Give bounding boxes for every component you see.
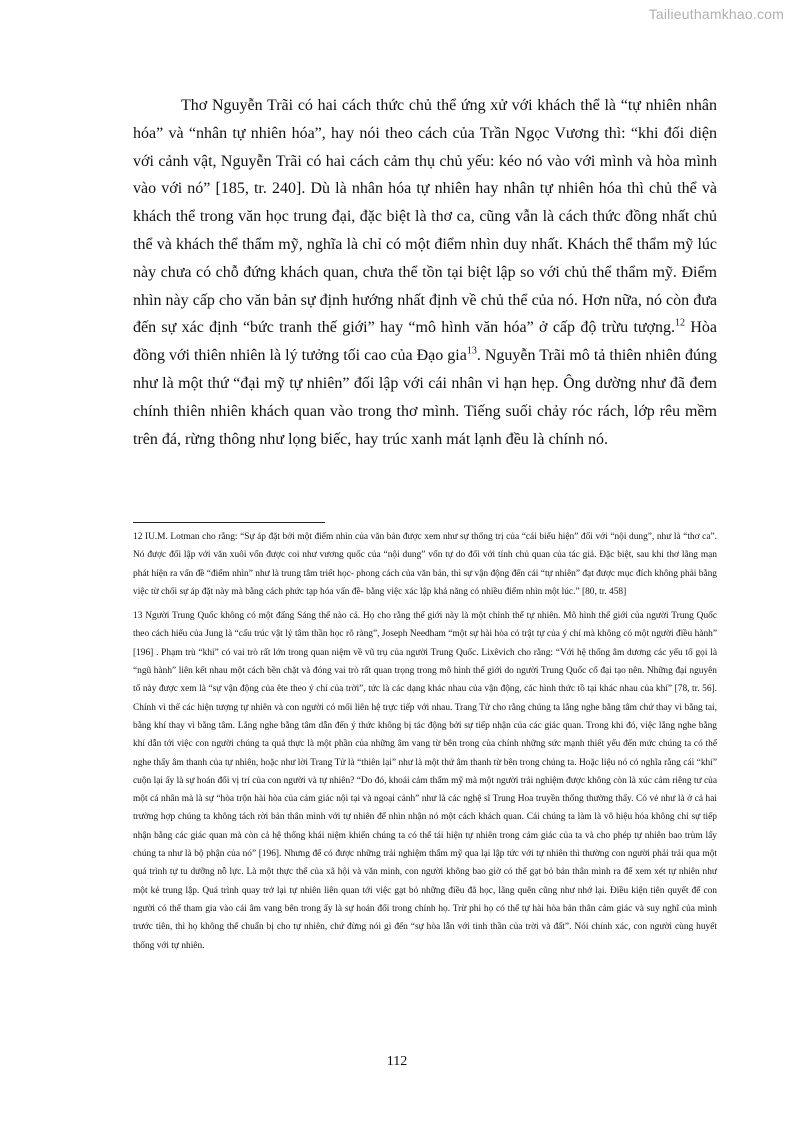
body-paragraph bbox=[133, 92, 717, 453]
body-text-part-2: Hòa đồng với thiên nhiên là lý tưởng tối cao của Đạo gia bbox=[133, 319, 718, 365]
body-text-part-3: . Nguyễn Trãi mô tả thiên nhiên đúng như là một thứ “đại mỹ tự nhiên” đối lập với cái nhân vi hạn hẹp. Ông dường như đã đem chính thiên nhiên khách quan vào trong thơ mình. Tiếng suối chảy róc rách, lớp rêu mềm trên đá, rừng thông như lọng biếc, hay trúc xanh mát lạnh đều là chính nó. bbox=[133, 347, 718, 448]
watermark: Tailieuthamkhao.com bbox=[648, 6, 784, 22]
footnote-12: 12 IU.M. Lotman cho rằng: “Sự áp đặt bởi một điểm nhìn của văn bản được xem như sự thống trị của “cái biểu hiện” đối với “nội dung”, như là “thơ ca”. Nó được đối lập với văn xuôi vốn được coi như vương quốc của “nội dung” vốn tự do đối với tính chủ quan của tác giả. Đặc biệt, sau khi thơ lãng mạn phát hiện ra vấn đề “điểm nhìn” như là trung tâm triết học- phong cách của văn bản, thì sự vận động đến cái “tự nhiên” đạt được mục đích không phải bằng việc từ chối sự áp đặt này mà bằng cách phức tạp hóa vấn đề- bằng việc xác lập khả năng có nhiều điểm nhìn một lúc.” [80, tr. 458] bbox=[133, 532, 717, 597]
body-text-part-1: Thơ Nguyễn Trãi có hai cách thức chủ thể ứng xử với khách thể là “tự nhiên nhân hóa” và “nhân tự nhiên hóa”, hay nói theo cách của Trần Ngọc Vương thì: “khi đối diện với cảnh vật, Nguyễn Trãi có hai cách cảm thụ chủ yếu: kéo nó vào với mình và hòa mình vào với nó” [185, tr. 240]. Dù là nhân hóa tự nhiên hay nhân tự nhiên hóa thì chủ thể và khách thể trong văn học trung đại, đặc biệt là thơ ca, cũng vẫn là cách thức đồng nhất chủ thể và khách thể thẩm mỹ, nghĩa là chỉ có một điểm nhìn duy nhất. Khách thể thẩm mỹ lúc này chưa có chỗ đứng khách quan, chưa thể tồn tại biệt lập so với chủ thể thẩm mỹ. Điểm nhìn này cấp cho văn bản sự định hướng nhất định về chủ thể của nó. Hơn nữa, nó còn đưa đến sự xác định “bức tranh thế giới” hay “mô hình văn hóa” ở cấp độ trừu tượng. bbox=[133, 97, 717, 337]
page-number: 112 bbox=[386, 1054, 408, 1069]
footnote-13: 13 Người Trung Quốc không có một đấng Sáng thế nào cả. Họ cho rằng thế giới này là một chỉnh thể tự nhiên. Mô hình thế giới của người Trung Quốc theo cách hiểu của Jung là “cấu trúc vật lý tâm thần học rõ ràng”, Joseph Needham “một sự hài hòa có trật tự của ý chí mà không có một người điều hành” [196] . Phạm trù “khí” có vai trò rất lớn trong quan niệm về vũ trụ của người Trung Quốc. Lixêvich cho rằng: “Với hệ thống âm dương các yếu tố gọi là “ngũ hành” liên kết nhau một cách bền chặt và đóng vai trò rất quan trọng trong mô hình thế giới do người Trung Quốc cổ đại tạo nên. Những đại nguyên tố này được xem là “sự vận động của ête theo ý chí của trời”, tức là các dạng khác nhau của vận động, các hình thức tồ tại khác nhau của khí” [78, tr. 56]. Chính vì thế các hiện tượng tự nhiên và con người có mối liên hệ trực tiếp với nhau. Trang Tử cho rằng chúng ta lắng nghe bằng tâm chứ thay vì bằng tai, bằng khí thay vì bằng tâm. Lắng nghe bằng tâm dẫn đến ý thức không bị tác động bởi sự tiếp nhận của các giác quan. Trong khi đó, việc lắng nghe bằng khí dẫn tới việc con người chúng ta quả thực là một phần của những âm vang từ bên trong của chính những sức mạnh thiết yếu đến mức chúng ta có thể nghe thấy âm thanh của tự nhiên, hoặc như lời Trang Tử là “thiên lại” như là một thứ âm thanh từ bên trong chúng ta. Hoặc liệu nó có nghĩa rằng cái “khí” cuộn lại ấy là sự hoán đổi vị trí của con người và tự nhiên? “Do đó, khoái cảm thẩm mỹ mà một người trải nghiệm được không còn là xúc cảm riêng tư của một cá nhân mà là sự “hòa trộn hài hòa của cảm giác nội tại và ngoại cảnh” như là các nghệ sĩ Trung Hoa truyền thống thường thấy. Có vẻ như là ở cả hai trường hợp chúng ta không tách rời bản thân mình với tự nhiên để nhìn nhận nó một cách khách quan. Cái chúng ta làm là vô hiệu hóa không chỉ sự tiếp nhận bằng các giác quan mà còn cả hệ thống khái niệm khiến chúng ta có thể tái hiện tự nhiên trong cảm giác của ta và cho phép tự nhiên bao trùm lấy chúng ta như là bộ phận của nó” [196]. Nhưng để có được những trải nghiệm thẩm mỹ qua lại lập tức với tự nhiên thì thường con người phải trải qua một quá trình tự tu dưỡng nỗ lực. Là một thực thể của xã hội và văn minh, con người không bao giờ có thể gạt bỏ bản thân mình ra để xem xét tự nhiên như một kẻ trung lập. Quá trình quay trở lại tự nhiên liên quan tới việc gạt bỏ những điều đã học, lãng quên cũng như nhớ lại. Điều kiện tiên quyết để con người có thể tham gia vào cái âm vang bên trong ấy là sự hoán đổi trong chính họ. Trừ phi họ có thể tự hài hòa bản thân cảm giác và suy nghĩ của mình trước tiên, thì họ không thể chuẩn bị cho tự nhiên, chứ đừng nói gì đến “sự hòa lẫn với tinh thần của trời và đất”. Nói chính xác, con người cùng huyết thống với tự nhiên. bbox=[133, 611, 717, 951]
footnotes-section bbox=[133, 528, 717, 961]
footnote-separator bbox=[133, 522, 325, 523]
footnote-ref-13[interactable]: 13 bbox=[466, 345, 477, 357]
footnote-ref-12[interactable]: 12 bbox=[675, 318, 686, 330]
